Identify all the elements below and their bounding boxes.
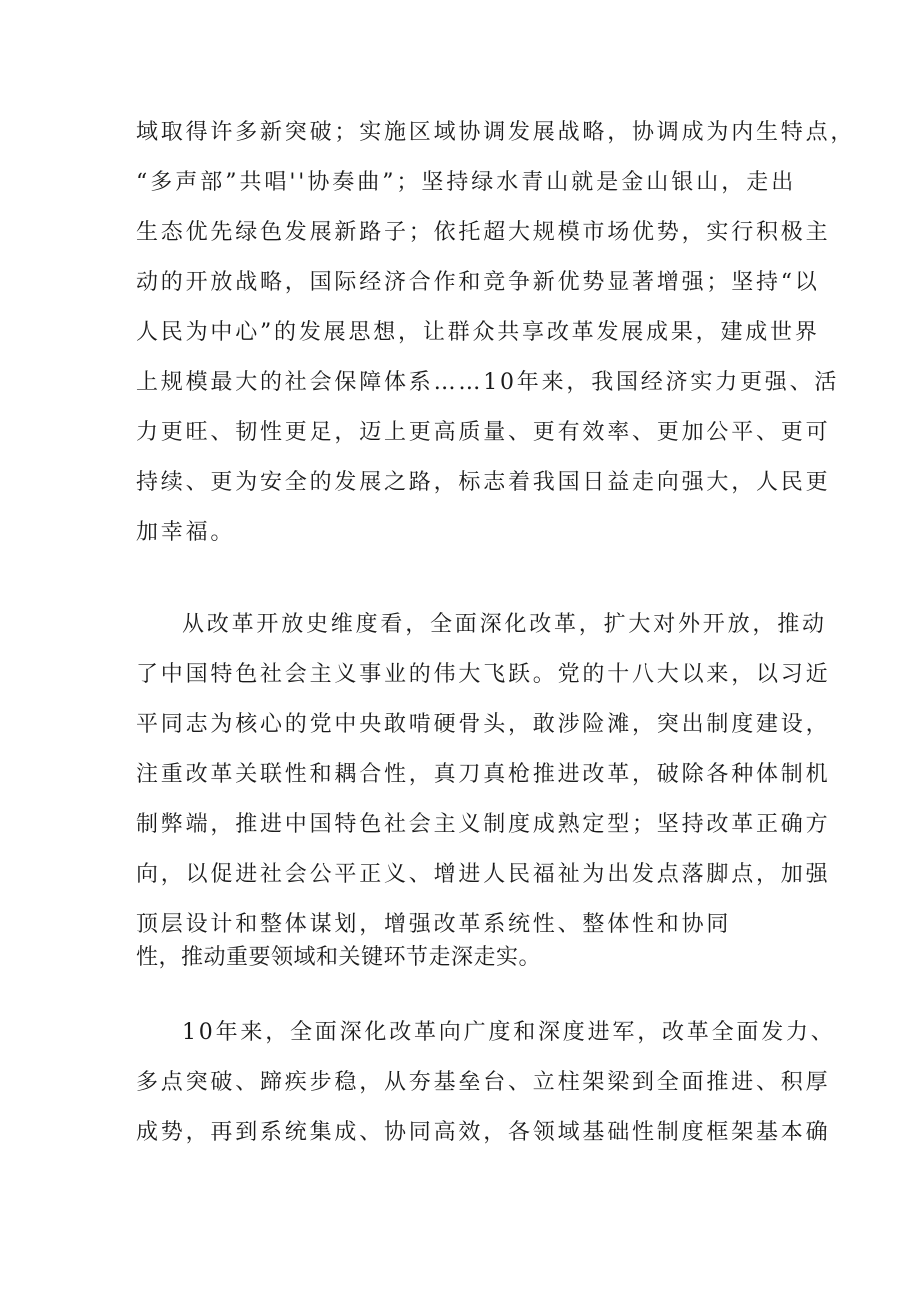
text-line: 力更旺、韧性更足，迈上更高质量、更有效率、更加公平、更可 [136, 420, 831, 445]
text-line: 人民为中心”的发展思想，让群众共享改革发展成果，建成世界 [136, 320, 820, 345]
text-line: 从改革开放史维度看，全面深化改革，扩大对外开放，推动 [182, 612, 827, 637]
text-line: 多点突破、蹄疾步稳，从夯基垒台、立柱架梁到全面推进、积厚 [136, 1070, 831, 1095]
text-line: 域取得许多新突破；实施区域协调发展战略，协调成为内生特点， [136, 120, 856, 145]
text-line: 持续、更为安全的发展之路，标志着我国日益走向强大，人民更 [136, 470, 831, 495]
text-line: 成势，再到系统集成、协同高效，各领域基础性制度框架基本确 [136, 1120, 831, 1145]
text-line: 10年来，全面深化改革向广度和深度进军，改革全面发力、 [182, 1020, 836, 1045]
text-line: 顶层设计和整体谋划，增强改革系统性、整体性和协同 [136, 912, 732, 937]
text-line: 动的开放战略，国际经济合作和竞争新优势显著增强；坚持“以 [136, 270, 820, 295]
text-line: “多声部”共唱''协奏曲”；坚持绿水青山就是金山银山，走出 [136, 170, 796, 195]
text-line: 了中国特色社会主义事业的伟大飞跃。党的十八大以来，以习近 [136, 662, 831, 687]
text-line: 平同志为核心的党中央敢啃硬骨头，敢涉险滩，突出制度建设， [136, 712, 831, 737]
text-line: 加幸福。 [136, 520, 236, 545]
text-line: 上规模最大的社会保障体系……10年来，我国经济实力更强、活 [136, 370, 840, 395]
text-line: 制弊端，推进中国特色社会主义制度成熟定型；坚持改革正确方 [136, 812, 831, 837]
text-line: 性，推动重要领域和关键环节走深走实。 [136, 945, 542, 970]
text-line: 生态优先绿色发展新路子；依托超大规模市场优势，实行积极主 [136, 220, 831, 245]
text-line: 向，以促进社会公平正义、增进人民福祉为出发点落脚点，加强 [136, 862, 831, 887]
text-line: 注重改革关联性和耦合性，真刀真枪推进改革，破除各种体制机 [136, 762, 831, 787]
